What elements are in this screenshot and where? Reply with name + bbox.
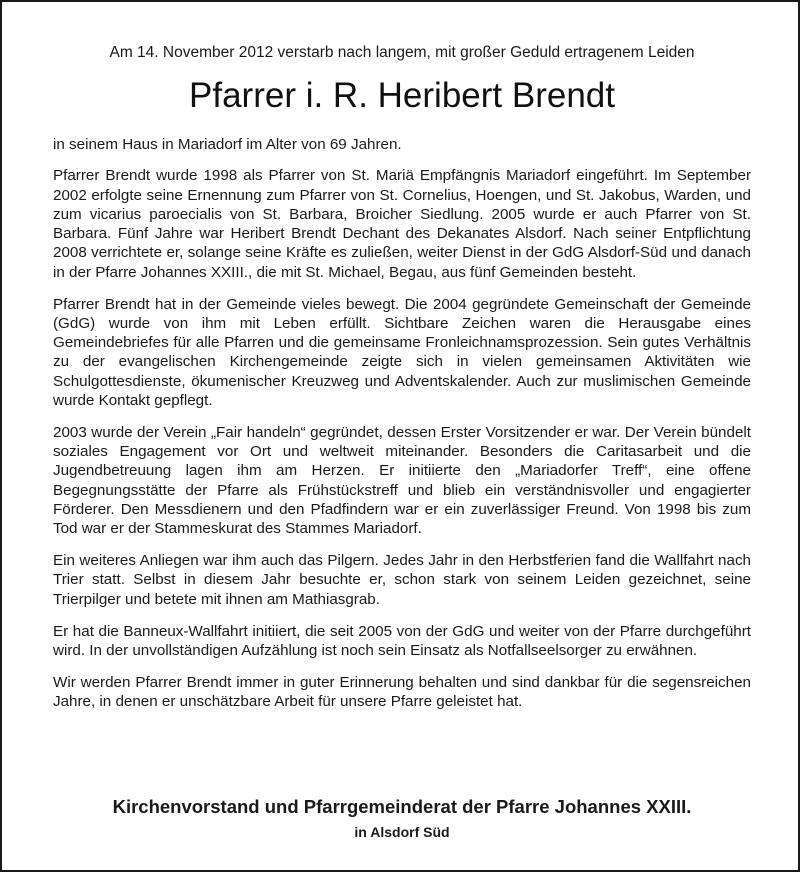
signature-line: Kirchenvorstand und Pfarrgemeinderat der Pfarre Johannes XXIII. (112, 796, 692, 817)
paragraph-remembrance: Wir werden Pfarrer Brendt immer in guter Erinnerung behalten und sind dankbar für die segensreichen Jahre, in denen er unschätzbare Arbeit für unsere Pfarre geleistet hat. (53, 673, 751, 710)
paragraph-career: Pfarrer Brendt wurde 1998 als Pfarrer von St. Mariä Empfängnis Mariadorf eingeführt. Im September 2002 erfolgte seine Ernennung zum Pfarrer von St. Cornelius, Hoengen, und St. Jakobus, Warden, und zum vicarius paroecialis von St. Barbara, Broicher Siedlung. 2005 wurde er auch Pfarrer von St. Barbara. Fünf Jahre war Heribert Brendt Dechant des Dekanates Alsdorf. Nach seiner Entpflichtung 2008 verrichtete er, solange seine Kräfte es zuließen, weiter Dienst in der GdG Alsdorf-Süd und danach in der Pfarre Johannes XXIII., die mit St. Michael, Begau, aus fünf Gemeinden besteht. (53, 167, 751, 281)
paragraph-community: Pfarrer Brendt hat in der Gemeinde vieles bewegt. Die 2004 gegründete Gemeinschaft der Gemeinde (GdG) wurde von ihm mit Leben erfüllt. Sichtbare Zeichen waren die Herausgabe eines Gemeindebriefes für alle Pfarren und die gemeinsame Fronleichnamsprozession. Sein gutes Verhältnis zu der evangelischen Kirchengemeinde zeigte sich in vielen gemeinsamen Aktivitäten wie Schulgottesdienste, ökumenischer Kreuzweg und Adventskalender. Auch zur muslimischen Gemeinde wurde Kontakt gepflegt. (53, 295, 751, 410)
paragraph-pilgrimage: Ein weiteres Anliegen war ihm auch das Pilgern. Jedes Jahr in den Herbstferien fand die Wallfahrt nach Trier statt. Selbst in diesem Jahr besuchte er, schon stark von seinem Leiden gezeichnet, seine Trierpilger und betete mit ihnen am Mathiasgrab. (53, 552, 751, 608)
signature-location: in Alsdorf Süd (354, 824, 450, 840)
paragraph-association: 2003 wurde der Verein „Fair handeln“ gegründet, dessen Erster Vorsitzender er war. Der Verein bündelt soziales Engagement vor Ort und weltweit miteinander. Besonders die Caritasarbeit und die Jugendbetreuung lagen ihm am Herzen. Er initiierte den „Mariadorfer Treff“, eine offene Begegnungsstätte der Pfarre als Frühstückstreff und blieb ein verständnisvoller und engagierter Förderer. Den Messdienern und den Pfadfindern war er ein zuverlässiger Freund. Von 1998 bis zum Tod war er der Stammeskurat des Stammes Mariadorf. (53, 423, 751, 538)
deceased-name: Pfarrer i. R. Heribert Brendt (189, 76, 615, 115)
intro-line: Am 14. November 2012 verstarb nach langem, mit großer Geduld ertragenem Leiden (109, 44, 695, 61)
notice-body (53, 135, 751, 724)
paragraph-age: in seinem Haus in Mariadorf im Alter von 69 Jahren. (53, 136, 402, 153)
paragraph-banneux: Er hat die Banneux-Wallfahrt initiiert, die seit 2005 von der GdG und weiter von der Pfarre durchgeführt wird. In der unvollständigen Aufzählung ist noch sein Einsatz als Notfallseelsorger zu erwähnen. (53, 622, 751, 659)
